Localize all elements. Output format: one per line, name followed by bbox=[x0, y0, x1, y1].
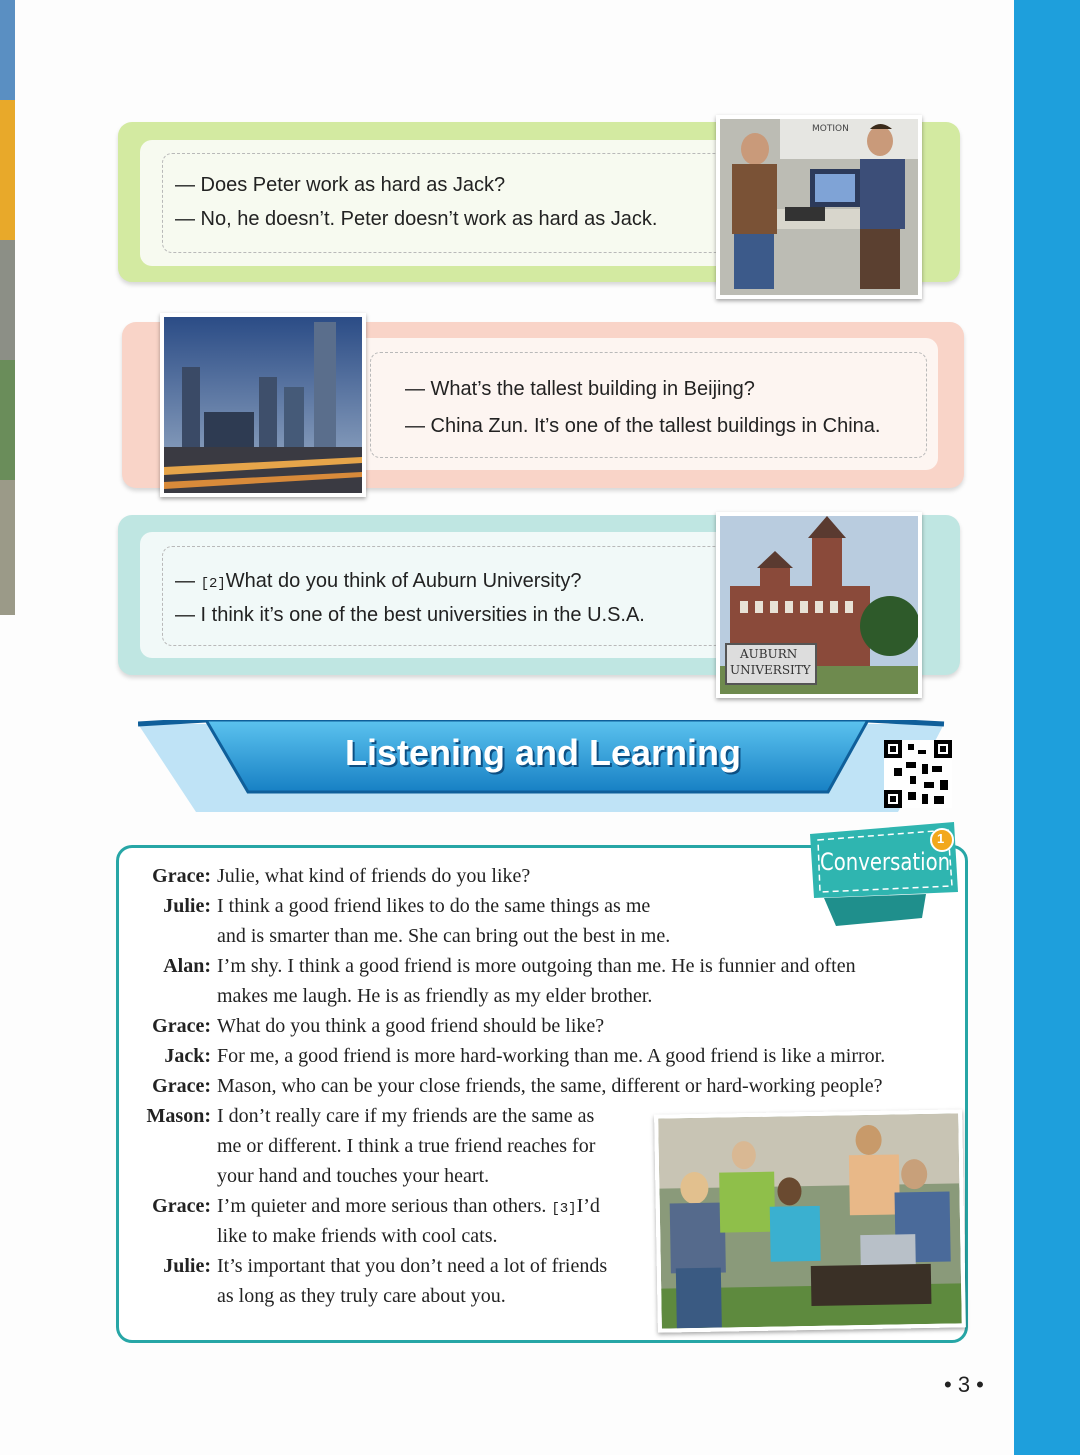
speaker-label: Alan: bbox=[163, 955, 211, 977]
dialogue-line: What do you think a good friend should be like? bbox=[217, 1015, 605, 1037]
dialogue-answer: — No, he doesn’t. Peter doesn’t work as hard as Jack. bbox=[175, 208, 658, 230]
speaker-label: Jack: bbox=[164, 1045, 211, 1067]
auburn-university-photo bbox=[716, 512, 922, 698]
dialogue-line: and is smarter than me. She can bring out the best in me. bbox=[217, 925, 671, 947]
page-edge-bar bbox=[1014, 0, 1080, 1455]
speaker-label: Grace: bbox=[152, 865, 211, 887]
dialogue-line: Mason, who can be your close friends, the same, different or hard-working people? bbox=[217, 1075, 883, 1097]
beijing-skyline-photo bbox=[160, 313, 366, 497]
dialogue-line: I think a good friend likes to do the same things as me bbox=[217, 895, 651, 917]
dialogue-line: For me, a good friend is more hard-working than me. A good friend is like a mirror. bbox=[217, 1045, 886, 1067]
audio-mark: [3] bbox=[551, 1201, 577, 1217]
speaker-label: Grace: bbox=[152, 1015, 211, 1037]
dialogue-line: as long as they truly care about you. bbox=[217, 1285, 506, 1307]
page-number: • 3 • bbox=[944, 1372, 984, 1397]
dialogue-answer: — I think it’s one of the best universities in the U.S.A. bbox=[175, 604, 645, 626]
dialogue-line: I’m quieter and more serious than others. [3]I’d bbox=[217, 1195, 600, 1217]
conversation-badge bbox=[806, 822, 962, 938]
speaker-label: Grace: bbox=[152, 1195, 211, 1217]
students-robot-photo bbox=[716, 115, 922, 299]
audio-mark: [2] bbox=[200, 576, 226, 592]
dialogue-line: I don’t really care if my friends are the same as bbox=[217, 1105, 595, 1127]
conversation-number: 1 bbox=[937, 831, 945, 846]
dialogue-question: — Does Peter work as hard as Jack? bbox=[175, 174, 506, 196]
motion-sign: MOTION bbox=[812, 124, 849, 134]
section-banner bbox=[138, 720, 948, 812]
dialogue-question: — [2]What do you think of Auburn University? bbox=[175, 570, 582, 592]
speaker-label: Julie: bbox=[163, 1255, 211, 1277]
left-edge-photo-strip bbox=[0, 0, 15, 615]
dialogue-answer: — China Zun. It’s one of the tallest buildings in China. bbox=[405, 415, 881, 437]
conversation-label: Conversation bbox=[820, 848, 951, 876]
svg-text:AUBURN: AUBURN bbox=[740, 647, 798, 661]
speaker-label: Mason: bbox=[146, 1105, 211, 1127]
dialogue-line: me or different. I think a true friend reaches for bbox=[217, 1135, 596, 1157]
dialogue-line: I’m shy. I think a good friend is more outgoing than me. He is funnier and often bbox=[217, 955, 856, 977]
speaker-label: Grace: bbox=[152, 1075, 211, 1097]
speaker-label: Julie: bbox=[163, 895, 211, 917]
dialogue-line: like to make friends with cool cats. bbox=[217, 1225, 498, 1247]
dialogue-question: — What’s the tallest building in Beijing? bbox=[405, 378, 755, 400]
svg-text:UNIVERSITY: UNIVERSITY bbox=[730, 663, 811, 677]
section-title: Listening and Learning bbox=[344, 732, 742, 773]
dialogue-line: makes me laugh. He is as friendly as my elder brother. bbox=[217, 985, 653, 1007]
friends-group-photo bbox=[654, 1109, 966, 1332]
dialogue-line: Julie, what kind of friends do you like? bbox=[217, 865, 531, 887]
dialogue-line: It’s important that you don’t need a lot of friends bbox=[217, 1255, 608, 1277]
qr-code[interactable] bbox=[884, 740, 952, 808]
dialogue-line: your hand and touches your heart. bbox=[217, 1165, 490, 1187]
